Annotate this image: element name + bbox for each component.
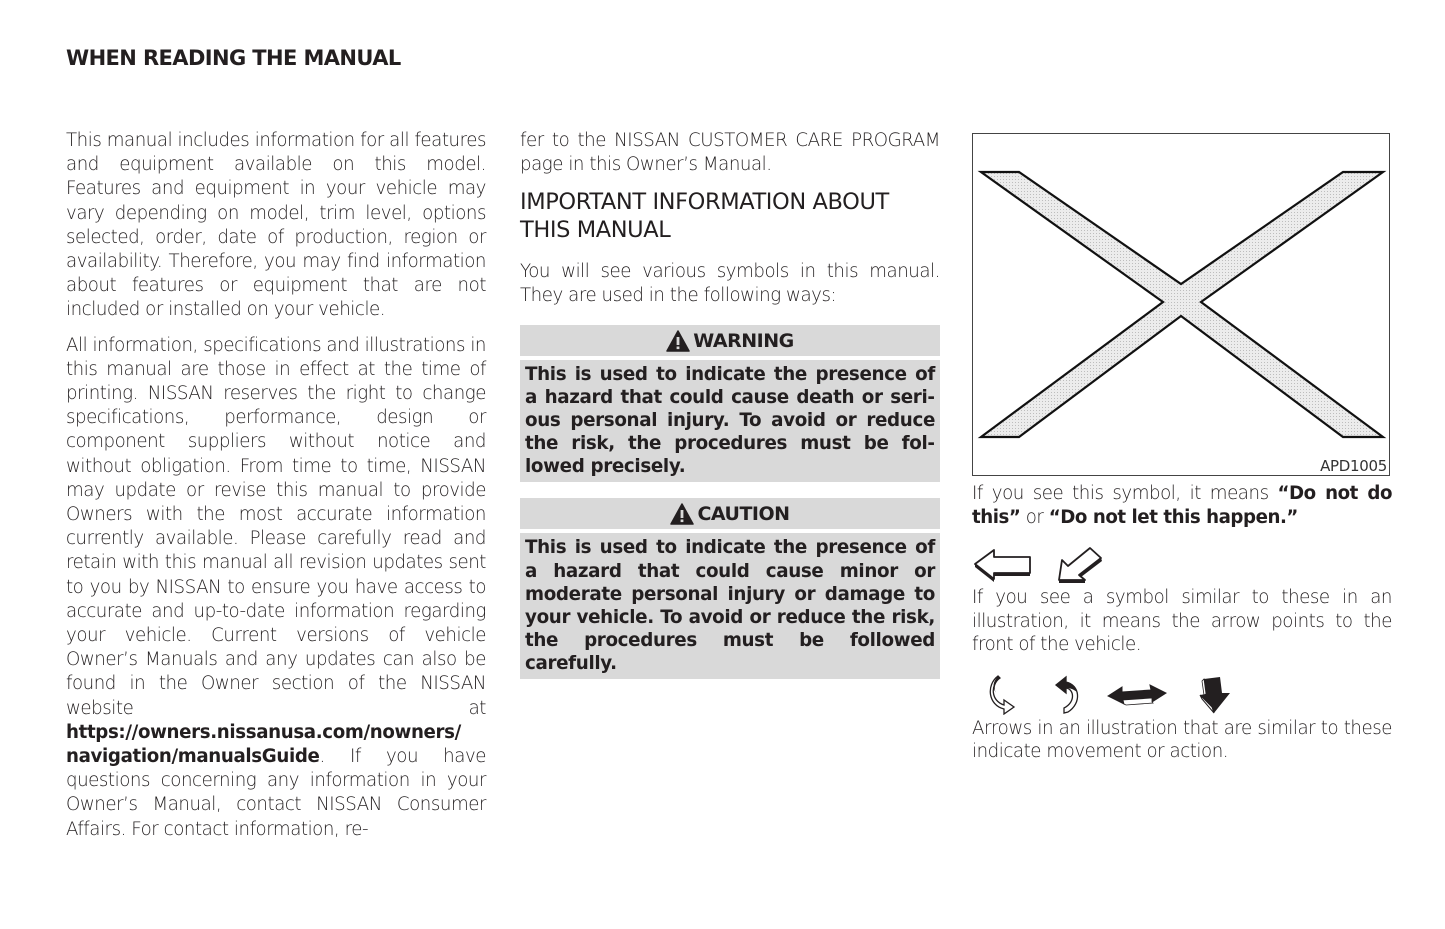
double-arrow-icon: [1106, 683, 1168, 707]
curved-arrow-down-icon: [988, 675, 1024, 715]
caution-text: This is used to indicate the presence of a hazard that could cause minor or moderate personal injury or damage to your vehicle. To avoid or reduce the risk, the procedures must be followed carefully.: [520, 533, 940, 679]
info-paragraph: [66, 334, 486, 842]
warning-header: [520, 325, 940, 356]
section-heading: IMPORTANT INFORMATION ABOUT THIS MANUAL: [520, 189, 889, 243]
info-paragraph-text: All information, specifications and illustrations in this manual are those in effect at the time of printing. NISSAN reserves the right to change specifications, performance, design or component suppliers without notice and without obligation. From time to time, NISSAN may update or revise this manual to provide Owners with the most accurate information currently available. Please carefully read and retain with this manual all revision updates sent to you by NISSAN to ensure you have access to accurate and up-to-date information regarding your vehicle. Current versions of vehicle Owner’s Manuals and any updates can also be found in the Owner section of the NISSAN website at: [66, 334, 487, 719]
column-left: [66, 129, 486, 853]
do-not-caption-or: or: [1020, 506, 1049, 528]
movement-arrows-row: [972, 675, 1392, 715]
info-paragraph-text-end: . If you have questions concerning any information in your Owner’s Manual, contact NISSAN Consumer Affairs. For contact information, re-: [66, 746, 486, 840]
do-not-caption-prefix: If you see this symbol, it means: [972, 483, 1278, 504]
movement-arrows-caption: Arrows in an illustration that are similar to these indicate movement or action.: [972, 717, 1392, 762]
warning-text: This is used to indicate the presence of a hazard that could cause death or serious personal injury. To avoid or reduce the risk, the procedures must be followed precisely.: [520, 360, 940, 482]
do-not-x-icon: [973, 134, 1389, 475]
warning-notice: [520, 325, 940, 482]
do-not-illustration: [972, 133, 1390, 476]
caution-header: [520, 498, 940, 529]
do-not-quote-2: “Do not let this happen.”: [1048, 506, 1298, 528]
column-right: [972, 133, 1392, 775]
curved-arrow-up-icon: [1052, 675, 1084, 715]
page-title: WHEN READING THE MANUAL: [66, 46, 401, 70]
arrow-down-icon: [1196, 675, 1236, 715]
owners-manual-link[interactable]: https://owners.nissanusa.com/nowners/​navigation/manualsGuide: [66, 721, 461, 768]
arrow-down-left-icon: [1056, 544, 1106, 584]
caution-notice: [520, 498, 940, 679]
intro-paragraph: This manual includes information for all features and equipment available on this model. Features and equipment in your vehicle may vary depending on model, trim level, options selected, order, date of production, region or availability. Therefore, you may find information about features or equipment that are not included or installed on your vehicle.: [66, 130, 486, 321]
column-middle: [520, 129, 940, 695]
do-not-caption: [972, 482, 1392, 529]
symbols-intro: You will see various symbols in this manual. They are used in the following ways:: [520, 261, 940, 306]
front-arrows-row: [972, 540, 1392, 584]
arrow-left-icon: [972, 546, 1034, 584]
warning-triangle-icon: [670, 503, 694, 525]
do-not-quote-1: “Do not do this”: [972, 483, 1392, 528]
figure-id: APD1005: [1320, 457, 1387, 475]
warning-label: WARNING: [693, 329, 794, 352]
front-arrows-caption: If you see a symbol similar to these in an illustration, it means the arrow points to the front of the vehicle.: [972, 587, 1392, 655]
caution-label: CAUTION: [697, 502, 790, 525]
continuation-paragraph: fer to the NISSAN CUSTOMER CARE PROGRAM page in this Owner’s Manual.: [520, 130, 940, 175]
warning-triangle-icon: [666, 330, 690, 352]
